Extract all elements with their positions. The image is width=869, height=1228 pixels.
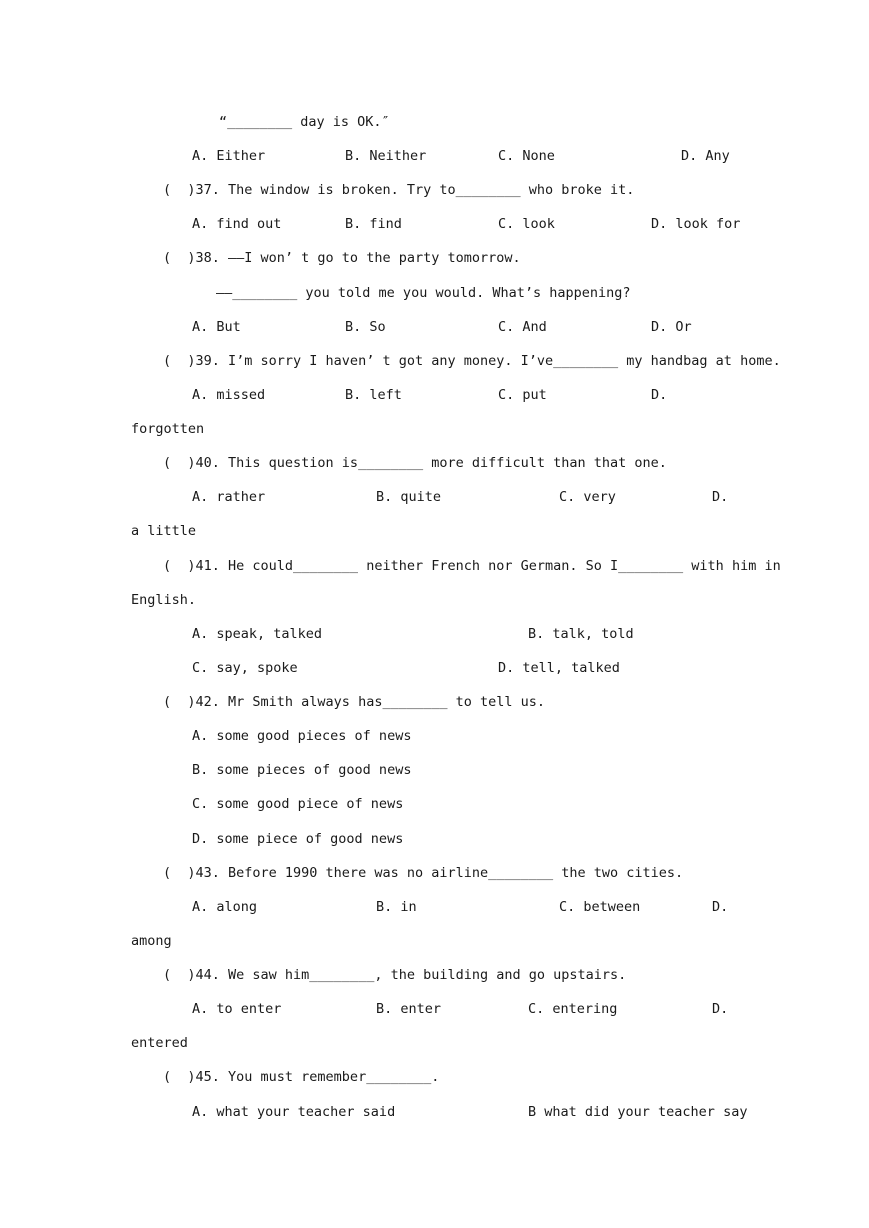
option-39-a: A. missed — [192, 387, 266, 403]
option-38-d: D. Or — [651, 319, 692, 335]
question-40: ( )40. This question is________ more difficult than that one. — [163, 455, 667, 471]
question-45: ( )45. You must remember________. — [163, 1069, 440, 1085]
option-36-c: C. None — [498, 148, 555, 164]
option-44-d-wrap: entered — [131, 1035, 188, 1051]
question-43: ( )43. Before 1990 there was no airline________ the two cities. — [163, 865, 684, 881]
option-44-b: B. enter — [376, 1001, 442, 1017]
option-40-d: D. — [712, 489, 729, 505]
option-41-d: D. tell, talked — [498, 660, 620, 676]
option-41-a: A. speak, talked — [192, 626, 323, 642]
question-38: ( )38. ——I won’ t go to the party tomorrow. — [163, 250, 521, 266]
option-44-a: A. to enter — [192, 1001, 282, 1017]
option-43-d: D. — [712, 899, 729, 915]
option-40-a: A. rather — [192, 489, 266, 505]
option-45-a: A. what your teacher said — [192, 1104, 396, 1120]
question-44: ( )44. We saw him________, the building and go upstairs. — [163, 967, 627, 983]
option-44-c: C. entering — [528, 1001, 618, 1017]
question-41-wrap: English. — [131, 592, 197, 608]
option-40-b: B. quite — [376, 489, 442, 505]
option-39-d: D. — [651, 387, 668, 403]
option-39-c: C. put — [498, 387, 547, 403]
option-43-b: B. in — [376, 899, 417, 915]
option-39-d-wrap: forgotten — [131, 421, 205, 437]
option-36-d: D. Any — [681, 148, 730, 164]
option-38-a: A. But — [192, 319, 241, 335]
option-44-d: D. — [712, 1001, 729, 1017]
question-42: ( )42. Mr Smith always has________ to tell us. — [163, 694, 546, 710]
option-36-a: A. Either — [192, 148, 266, 164]
option-43-c: C. between — [559, 899, 641, 915]
option-37-b: B. find — [345, 216, 402, 232]
option-38-c: C. And — [498, 319, 547, 335]
question-38-reply: ——________ you told me you would. What’s happening? — [216, 285, 631, 301]
question-39: ( )39. I’m sorry I haven’ t got any money. I’ve________ my handbag at home. — [163, 353, 781, 369]
option-43-d-wrap: among — [131, 933, 172, 949]
question-36-answer-line: “________ day is OK.″ — [219, 114, 390, 130]
option-40-c: C. very — [559, 489, 616, 505]
option-40-d-wrap: a little — [131, 523, 197, 539]
option-42-b: B. some pieces of good news — [192, 762, 412, 778]
option-37-a: A. find out — [192, 216, 282, 232]
option-42-a: A. some good pieces of news — [192, 728, 412, 744]
option-45-b: B what did your teacher say — [528, 1104, 748, 1120]
option-42-d: D. some piece of good news — [192, 831, 404, 847]
option-42-c: C. some good piece of news — [192, 796, 404, 812]
option-37-d: D. look for — [651, 216, 741, 232]
option-38-b: B. So — [345, 319, 386, 335]
option-41-c: C. say, spoke — [192, 660, 298, 676]
question-37: ( )37. The window is broken. Try to________ who broke it. — [163, 182, 635, 198]
option-41-b: B. talk, told — [528, 626, 634, 642]
option-36-b: B. Neither — [345, 148, 427, 164]
option-37-c: C. look — [498, 216, 555, 232]
question-41: ( )41. He could________ neither French nor German. So I________ with him in — [163, 558, 781, 574]
option-39-b: B. left — [345, 387, 402, 403]
option-43-a: A. along — [192, 899, 258, 915]
